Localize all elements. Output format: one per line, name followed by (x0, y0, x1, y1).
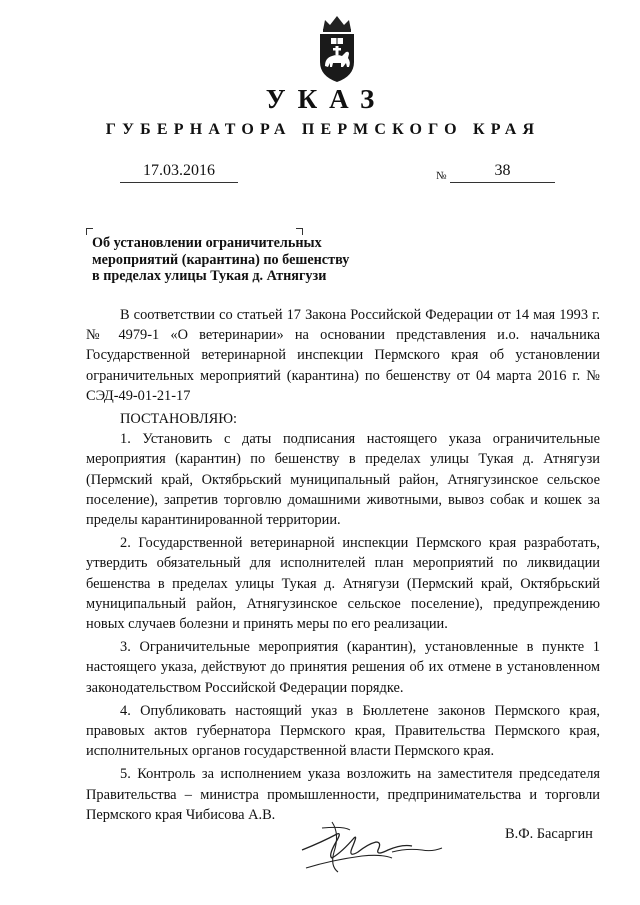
heading-corner-right (296, 228, 303, 235)
heading-line: мероприятий (карантина) по бешенству (92, 251, 350, 268)
decree-item: 4. Опубликовать настоящий указ в Бюллетене законов Пермского края, правовых актов губернатора Пермского края, Правительства Пермского края, исполнительных органов государственной власти Пермского края. (86, 702, 600, 760)
signer-name: В.Ф. Басаргин (505, 826, 593, 842)
document-date: 17.03.2016 (120, 162, 238, 183)
document-subtitle: ГУБЕРНАТОРА ПЕРМСКОГО КРАЯ (105, 121, 541, 138)
decree-word: ПОСТАНОВЛЯЮ: (120, 411, 238, 428)
number-sign: № (436, 170, 447, 182)
decree-item: 3. Ограничительные мероприятия (карантин), установленные в пункте 1 настоящего указа, действуют до принятия решения об их отмене в установленном законодательством Российской Федерации порядке. (86, 639, 600, 696)
heading-corner-left (86, 228, 93, 235)
coat-of-arms-icon (315, 14, 359, 84)
document-title: УКАЗ (265, 84, 387, 114)
document-number: 38 (450, 162, 555, 183)
decree-item: 1. Установить с даты подписания настоящего указа ограничительные мероприятия (карантин) по бешенству в пределах улицы Тукая д. Атнягузи (Пермский край, Октябрьский муниципальный район, Атнягузинское сельское поселение), запретив торговлю домашними животными, вывоз собак и кошек за пределы карантинированной территории. (86, 431, 600, 529)
preamble-paragraph: В соответствии со статьей 17 Закона Российской Федерации от 14 мая 1993 г. № 4979-1 «О ветеринарии» на основании представления и.о. начальника Государственной ветеринарной инспекции Пермского края об установлении ограничительных мероприятий (карантина) по бешенству от 04 марта 2016 г. № СЭД-49-01-21-17 (86, 307, 600, 404)
heading-line: в пределах улицы Тукая д. Атнягузи (92, 268, 327, 284)
handwritten-signature-icon (292, 812, 472, 882)
decree-item: 5. Контроль за исполнением указа возложить на заместителя председателя Правительства – министра промышленности, предпринимательства и торговли Пермского края Чибисова А.В. (86, 766, 600, 823)
document-heading (92, 235, 392, 285)
decree-item: 2. Государственной ветеринарной инспекции Пермского края разработать, утвердить обязательный для исполнителей план мероприятий по ликвидации бешенства в пределах улицы Тукая д. Атнягузи (Пермский край, Октябрьский муниципальный район, Атнягузинское сельское поселение), предупреждению новых случаев болезни и принять меры по его реализации. (86, 535, 600, 633)
heading-line: Об установлении ограничительных (92, 235, 322, 251)
document-body (86, 305, 600, 828)
